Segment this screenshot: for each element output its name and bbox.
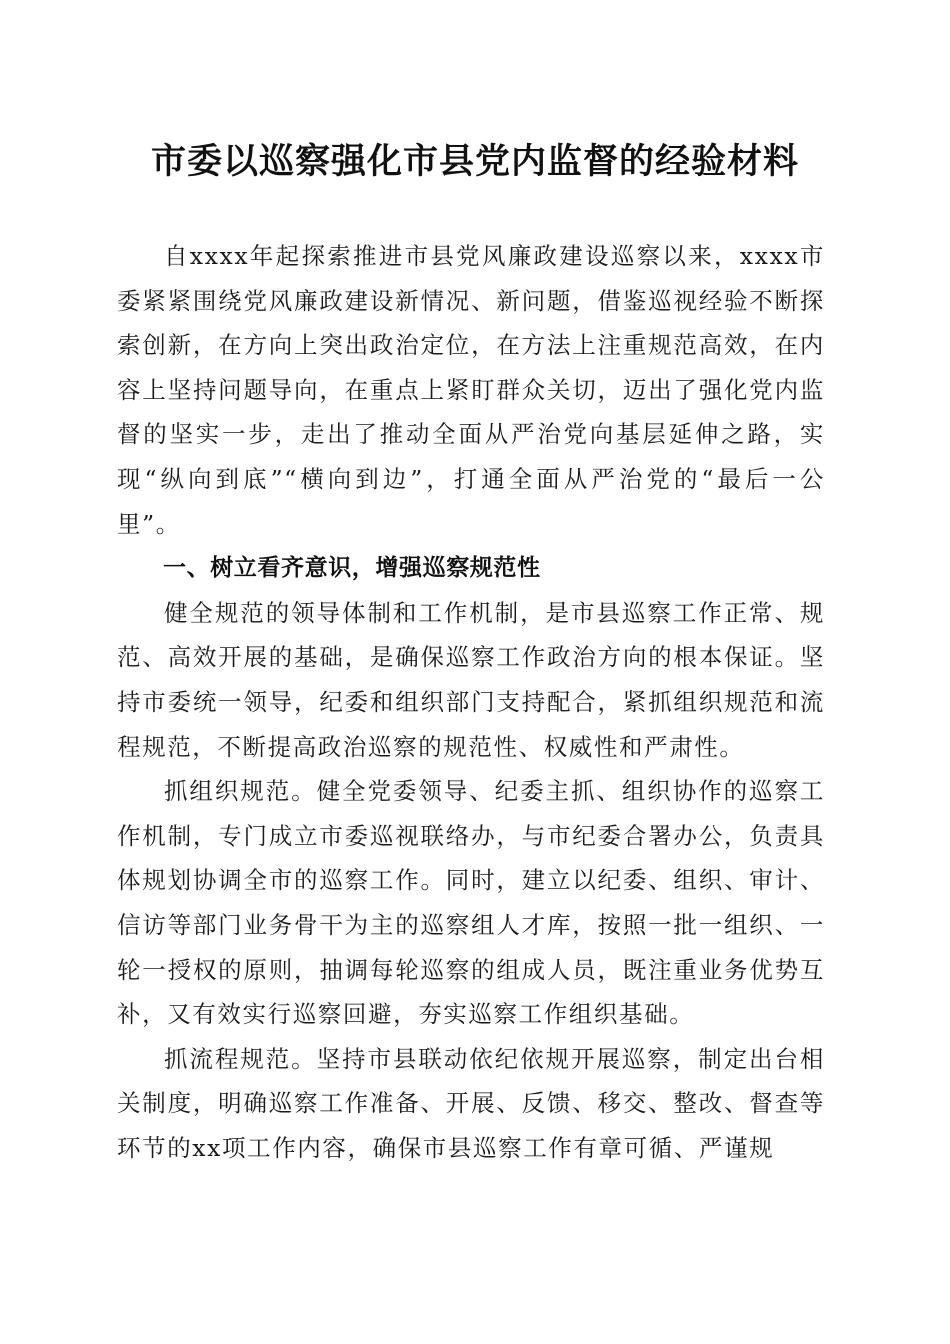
section-heading: 一、树立看齐意识，增强巡察规范性	[163, 555, 541, 582]
body-paragraph: 健全规范的领导体制和工作机制，是市县巡察工作正常、规范、高效开展的基础，是确保巡察工作政治方向的根本保证。坚持市委统一领导，纪委和组织部门支持配合，紧抓组织规范和流程规范，不断提高政治巡察的规范性、权威性和严肃性。	[117, 598, 825, 761]
body-paragraph: 抓组织规范。健全党委领导、纪委主抓、组织协作的巡察工作机制，专门成立市委巡视联络办，与市纪委合署办公，负责具体规划协调全市的巡察工作。同时，建立以纪委、组织、审计、信访等部门业务骨干为主的巡察组人才库，按照一批一组织、一轮一授权的原则，抽调每轮巡察的组成人员，既注重业务优势互补，又有效实行巡察回避，夯实巡察工作组织基础。	[117, 777, 825, 1029]
document-title: 市委以巡察强化市县党内监督的经验材料	[150, 141, 799, 182]
document-body	[117, 234, 825, 1170]
body-paragraph: 抓流程规范。坚持市县联动依纪依规开展巡察，制定出台相关制度，明确巡察工作准备、开展、反馈、移交、整改、督查等环节的xx项工作内容，确保市县巡察工作有章可循、严谨规	[117, 1044, 825, 1162]
intro-paragraph: 自xxxx年起探索推进市县党风廉政建设巡察以来，xxxx市委紧紧围绕党风廉政建设新情况、新问题，借鉴巡视经验不断探索创新，在方向上突出政治定位，在方法上注重规范高效，在内容上坚持问题导向，在重点上紧盯群众关切，迈出了强化党内监督的坚实一步，走出了推动全面从严治党向基层延伸之路，实现“纵向到底”“横向到边”，打通全面从严治党的“最后一公里”。	[117, 242, 825, 538]
